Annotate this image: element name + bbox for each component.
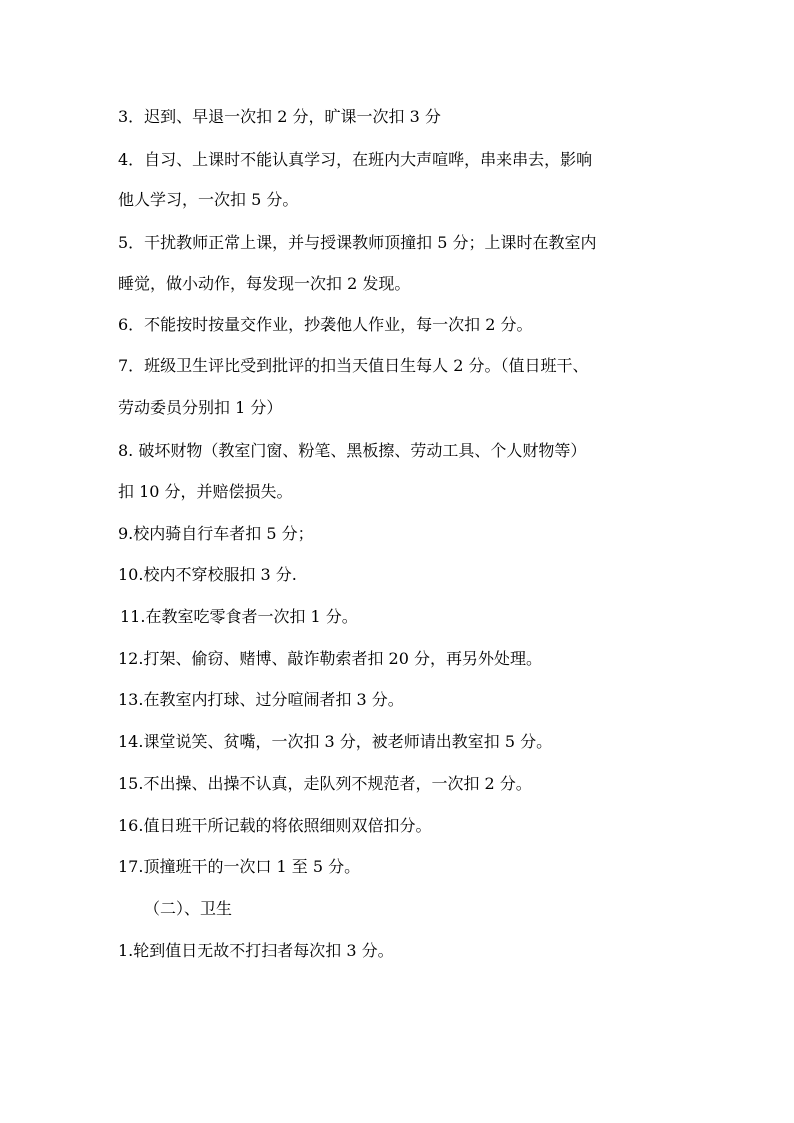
section-heading-hygiene: （二）、卫生 xyxy=(144,899,233,918)
rule-line-5: 5．干扰教师正常上课，并与授课教师顶撞扣 5 分；上课时在教室内 xyxy=(118,233,597,252)
rule-line-15: 15.不出操、出操不认真，走队列不规范者，一次扣 2 分。 xyxy=(118,774,532,793)
rule-line-6: 6．不能按时按量交作业，抄袭他人作业，每一次扣 2 分。 xyxy=(118,315,533,334)
rule-line-4: 4．自习、上课时不能认真学习，在班内大声喧哗，串来串去，影响 xyxy=(118,150,593,169)
rule-line-14: 14.课堂说笑、贫嘴，一次扣 3 分，被老师请出教室扣 5 分。 xyxy=(118,732,553,751)
rule-line-11: 11.在教室吃零食者一次扣 1 分。 xyxy=(120,607,358,626)
rule-line-7: 7．班级卫生评比受到批评的扣当天值日生每人 2 分。（值日班干、 xyxy=(118,356,589,375)
rule-line-3: 3．迟到、早退一次扣 2 分，旷课一次扣 3 分 xyxy=(118,107,441,126)
rule-line-7-cont: 劳动委员分别扣 1 分） xyxy=(118,398,283,417)
hygiene-rule-line-1: 1.轮到值日无故不打扫者每次扣 3 分。 xyxy=(118,941,394,960)
rule-line-13: 13.在教室内打球、过分喧闹者扣 3 分。 xyxy=(118,690,404,709)
rule-line-5-cont: 睡觉，做小动作，每发现一次扣 2 发现。 xyxy=(118,274,411,293)
rule-line-12: 12.打架、偷窃、赌博、敲诈勒索者扣 20 分，再另外处理。 xyxy=(118,649,542,668)
rule-line-8: 8. 破坏财物（教室门窗、粉笔、黑板擦、劳动工具、个人财物等） xyxy=(118,441,587,460)
rule-line-8-cont: 扣 10 分，并赔偿损失。 xyxy=(118,482,293,501)
rule-line-16: 16.值日班干所记载的将依照细则双倍扣分。 xyxy=(118,816,432,835)
rule-line-9: 9.校内骑自行车者扣 5 分； xyxy=(118,524,314,543)
rule-line-4-cont: 他人学习，一次扣 5 分。 xyxy=(118,190,299,209)
rule-line-17: 17.顶撞班干的一次口 1 至 5 分。 xyxy=(118,857,361,876)
rule-line-10: 10.校内不穿校服扣 3 分. xyxy=(118,565,297,584)
